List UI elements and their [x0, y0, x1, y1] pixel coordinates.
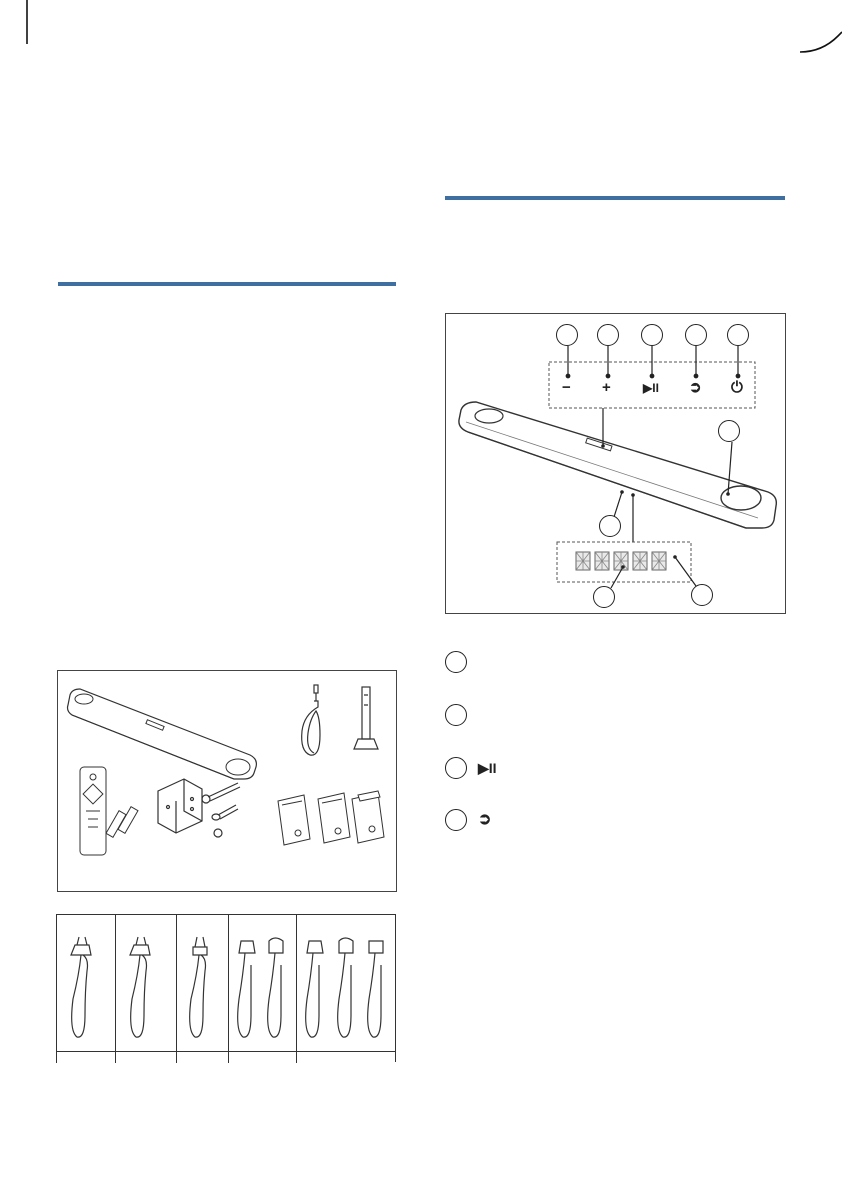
cord-label-1	[57, 1051, 115, 1063]
legend-callout-2	[445, 704, 467, 726]
callout-speaker	[718, 420, 740, 442]
cord-label-3	[177, 1051, 228, 1063]
callout-top-3	[641, 324, 663, 346]
legend-callout-1	[445, 651, 467, 673]
audio-cable-illustration	[302, 685, 320, 755]
power-icon: ⏻	[731, 379, 743, 396]
volume-up-icon: +	[602, 379, 611, 396]
cord-label-2	[116, 1051, 176, 1063]
soundbar-illustration	[68, 689, 257, 779]
wall-bracket-illustration	[158, 779, 202, 833]
callout-display-window	[599, 515, 621, 537]
left-section-rule	[58, 282, 396, 286]
remote-control-illustration	[80, 767, 106, 855]
cord-label-4	[229, 1051, 296, 1063]
right-section-rule	[445, 196, 785, 200]
callout-top-1	[556, 324, 578, 346]
crop-mark-top-right	[800, 0, 842, 60]
crop-mark-top-left	[0, 0, 30, 60]
controls-figure	[445, 313, 786, 614]
callout-display-text	[593, 586, 615, 608]
play-pause-icon: ▶II	[643, 381, 659, 395]
box-contents-figure	[57, 670, 397, 892]
legend-callout-3	[445, 757, 467, 779]
volume-down-icon: −	[562, 379, 571, 396]
callout-indicator	[691, 584, 713, 606]
play-pause-icon: ▶II	[478, 760, 497, 776]
callout-top-2	[597, 324, 619, 346]
source-icon: ➲	[478, 811, 492, 828]
cord-cell-4	[228, 915, 296, 1063]
manuals-illustration	[278, 791, 384, 845]
callout-top-5	[727, 324, 749, 346]
source-icon: ➲	[689, 379, 702, 396]
cord-cell-1	[56, 915, 115, 1063]
legend-callout-4	[445, 809, 467, 831]
callout-top-4	[685, 324, 707, 346]
screws-illustration	[202, 783, 240, 837]
cord-cell-5	[296, 915, 395, 1063]
batteries-illustration	[106, 807, 138, 838]
support-stand-illustration	[354, 687, 378, 749]
power-cords-figure	[56, 914, 396, 1062]
cord-cell-3	[176, 915, 228, 1063]
cord-label-5	[297, 1051, 395, 1063]
box-contents-art	[58, 671, 398, 893]
cord-cell-2	[115, 915, 176, 1063]
controls-figure-art	[446, 314, 787, 615]
